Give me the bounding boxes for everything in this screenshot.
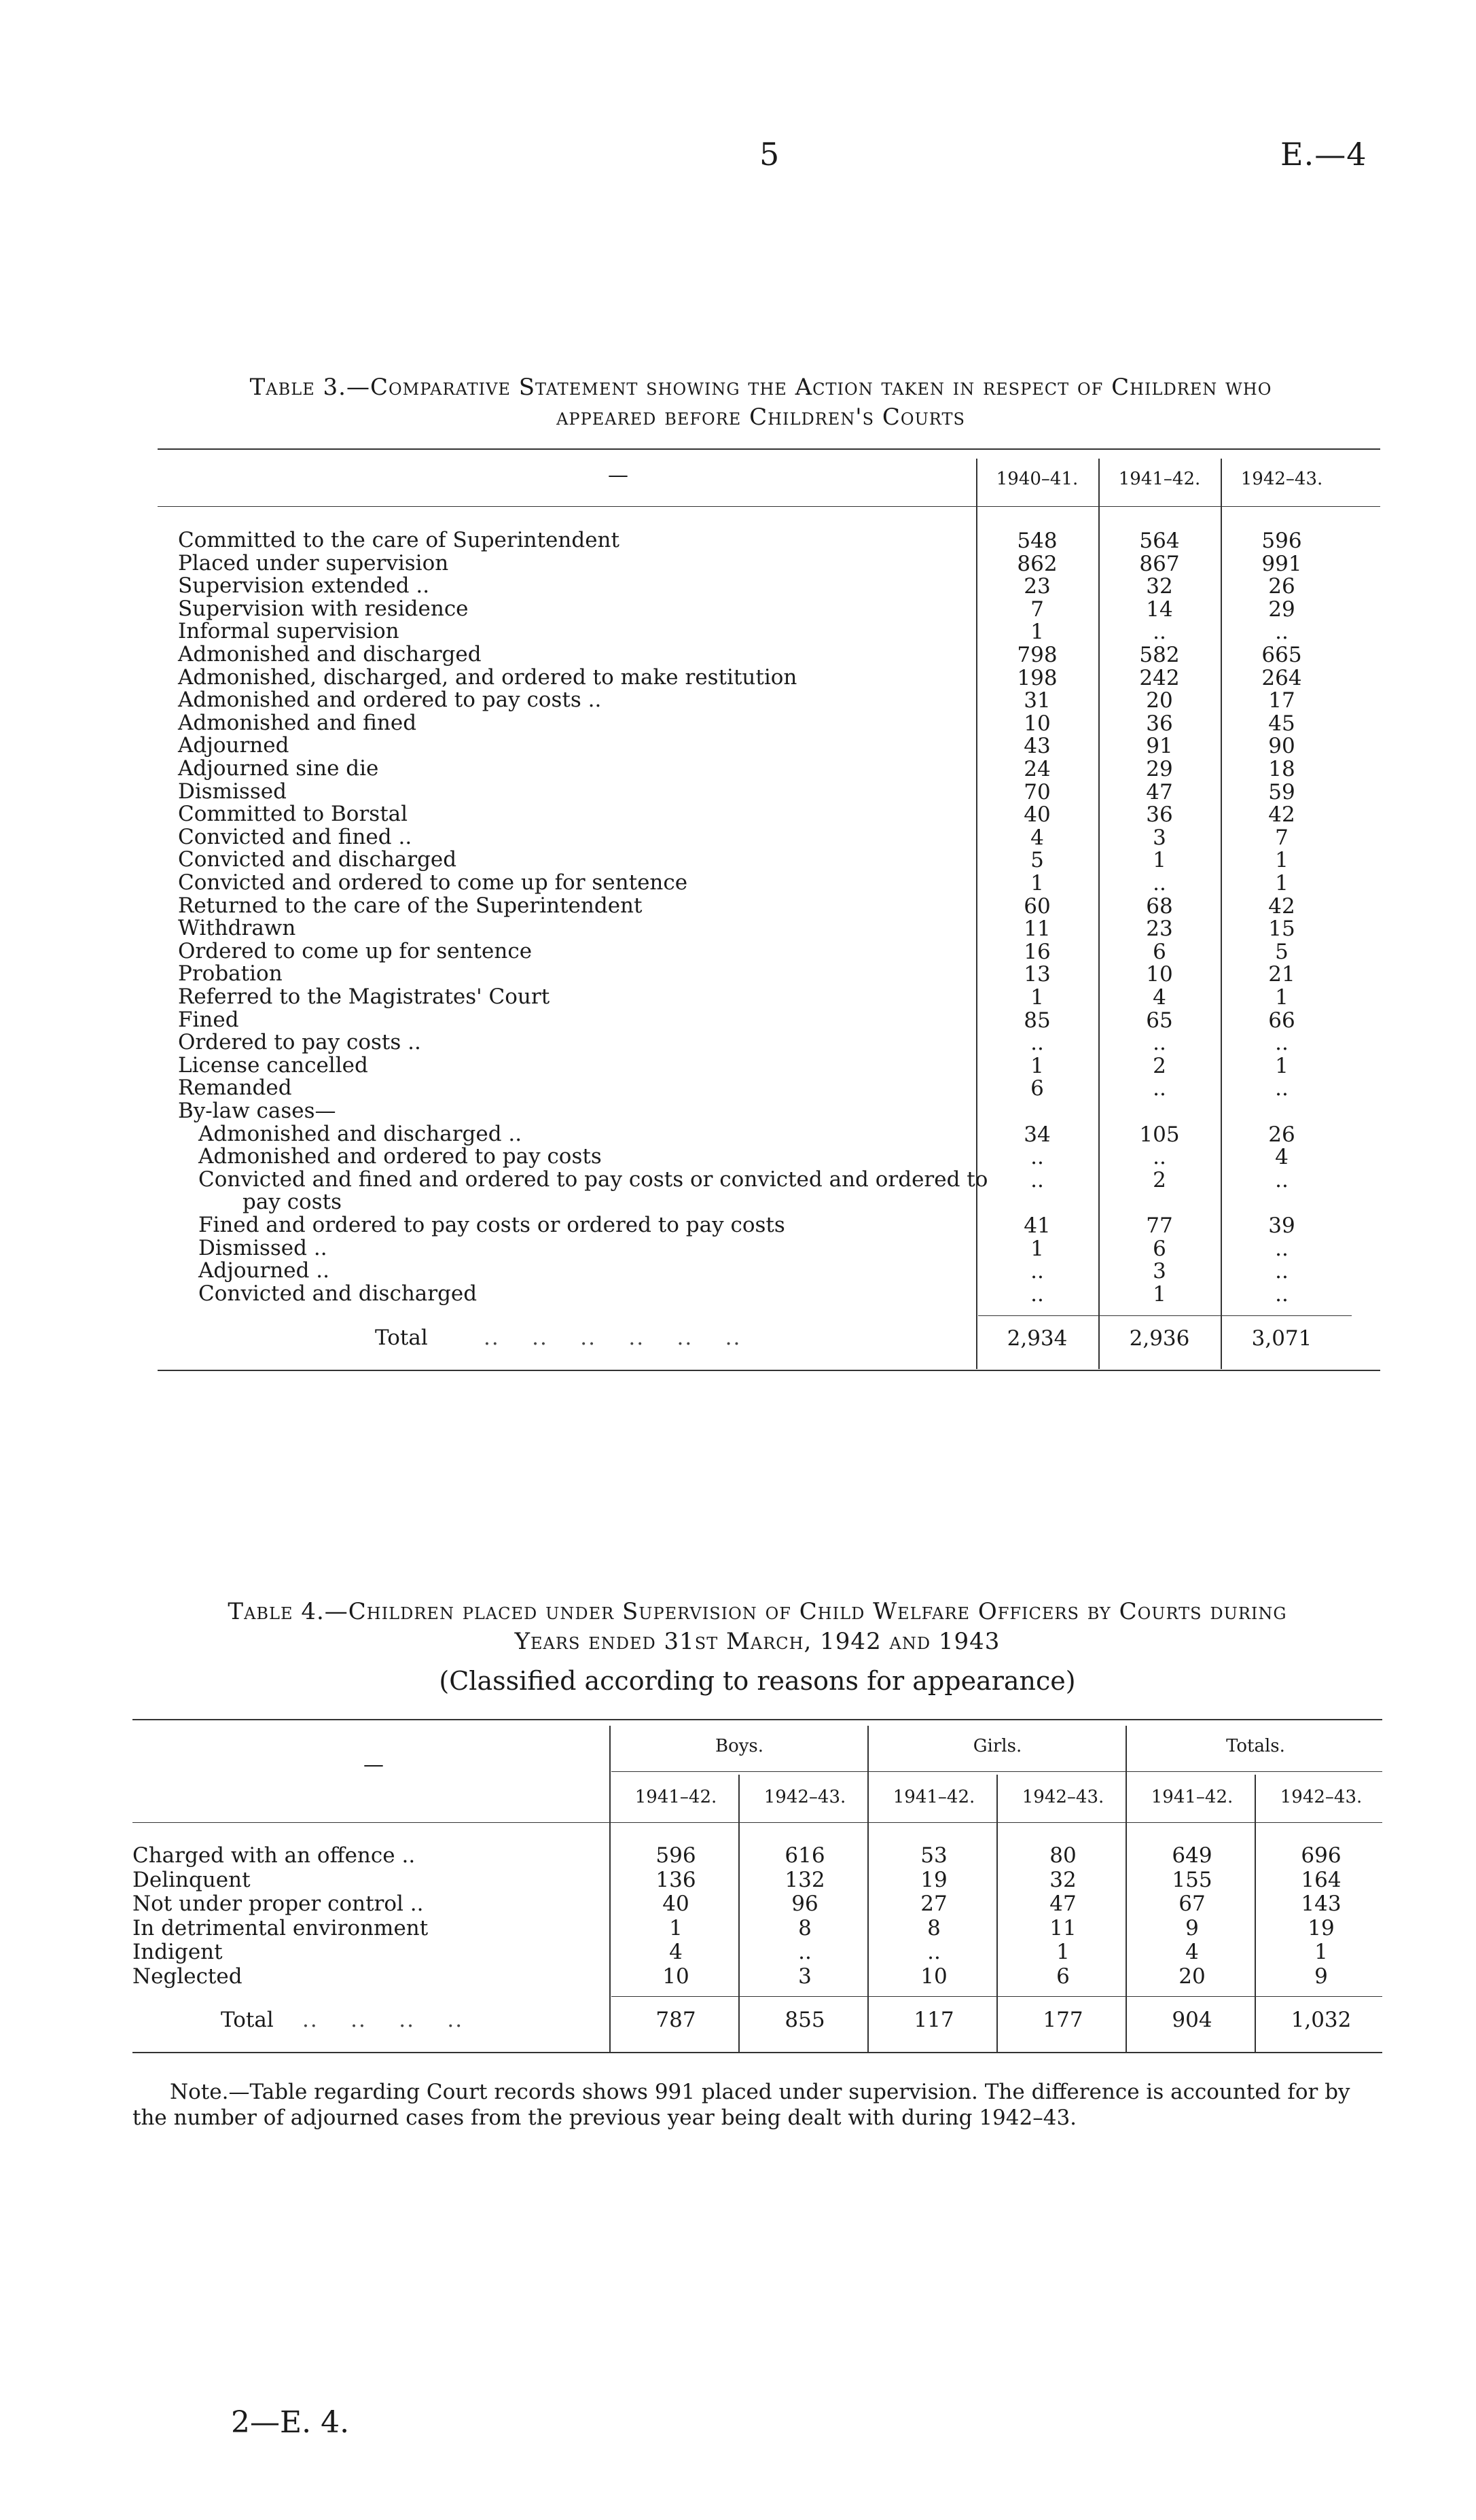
table4-year-header: 1941–42. xyxy=(634,1787,717,1807)
table3-cell: 45 xyxy=(1268,711,1295,736)
table3-row-label: Remanded xyxy=(178,1076,292,1100)
table4-row-label: Charged with an offence .. xyxy=(132,1843,416,1868)
table4-cell: 1 xyxy=(1314,1940,1328,1964)
table4-cell: 11 xyxy=(1049,1916,1077,1940)
table4-cell: 8 xyxy=(798,1916,812,1940)
table3-cell: 17 xyxy=(1268,688,1295,713)
table3-total-label: Total xyxy=(375,1326,428,1350)
table4-row xyxy=(132,1940,223,1964)
table3-cell: 43 xyxy=(1024,734,1051,758)
table4-total-value: 117 xyxy=(914,2008,954,2032)
table3-row-label: Ordered to come up for sentence xyxy=(178,939,533,963)
table3-row-label: Convicted and fined .. xyxy=(178,825,412,849)
table3-cell: .. xyxy=(1275,1076,1289,1101)
table3-row-label: Supervision with residence xyxy=(178,597,469,621)
table3-row-label: License cancelled xyxy=(178,1053,368,1078)
table3-cell: 68 xyxy=(1146,894,1173,919)
table3-cell: 24 xyxy=(1024,757,1051,781)
table3-cell: 105 xyxy=(1139,1122,1180,1147)
table3-cell: 1 xyxy=(1275,848,1289,872)
table3-row-label: Admonished, discharged, and ordered to make restitution xyxy=(178,665,797,690)
table3-row-label: Informal supervision xyxy=(178,619,399,643)
table3-cell: 1 xyxy=(1275,1054,1289,1078)
table3-cell: 16 xyxy=(1024,940,1051,964)
table4-cell: 96 xyxy=(791,1892,818,1916)
table4-cell: 3 xyxy=(798,1964,812,1989)
table4-row-label: In detrimental environment xyxy=(132,1916,429,1940)
table4-top-rule xyxy=(132,1719,1382,1720)
table3-header-rule xyxy=(158,506,1380,507)
table3-cell: 1 xyxy=(1030,620,1044,644)
table3-row-label: Admonished and discharged .. xyxy=(198,1122,522,1146)
table3-cell: .. xyxy=(1030,1282,1044,1307)
table3-title-line2: appeared before Children's Courts xyxy=(556,404,965,431)
table3-cell: 10 xyxy=(1146,962,1173,987)
table3-cell: 15 xyxy=(1268,917,1295,941)
table3-cell: 70 xyxy=(1024,780,1051,804)
table3-cell: 264 xyxy=(1261,666,1302,690)
table3-cell: 36 xyxy=(1146,711,1173,736)
table3-cell: .. xyxy=(1275,1282,1289,1307)
table3-cell: 10 xyxy=(1024,711,1051,736)
table4-cell: 696 xyxy=(1301,1843,1342,1868)
table4-cell: 4 xyxy=(1185,1940,1199,1964)
table3-row-label: Adjourned sine die xyxy=(178,756,379,781)
table4-group-girls: Girls. xyxy=(973,1736,1022,1756)
table3-cell: 90 xyxy=(1268,734,1295,758)
table4-total-value: 177 xyxy=(1043,2008,1083,2032)
table4-total-value: 904 xyxy=(1172,2008,1212,2032)
table3-cell: 1 xyxy=(1030,871,1044,895)
table3-row-label: Convicted and fined and ordered to pay costs or convicted and ordered to xyxy=(198,1167,988,1192)
table3-col-divider xyxy=(1221,459,1222,1369)
table3-total-value: 3,071 xyxy=(1251,1326,1312,1351)
table3-row-label: Referred to the Magistrates' Court xyxy=(178,984,550,1009)
table3-row-label: Fined xyxy=(178,1008,239,1032)
table3-row-label: Fined and ordered to pay costs or ordered to pay costs xyxy=(198,1213,785,1237)
table4-row-label: Delinquent xyxy=(132,1868,251,1892)
table4-cell: 1 xyxy=(1056,1940,1070,1964)
table3-cell: .. xyxy=(1275,1168,1289,1192)
table3-cell: 1 xyxy=(1153,848,1166,872)
table4-row xyxy=(132,1964,242,1989)
table3-cell: 36 xyxy=(1146,802,1173,827)
table3-top-rule xyxy=(158,448,1380,450)
table4-year-header: 1941–42. xyxy=(893,1787,975,1807)
table3-cell: 4 xyxy=(1153,985,1166,1010)
table3-cell: 862 xyxy=(1017,552,1058,576)
table3-row-label: Placed under supervision xyxy=(178,551,449,575)
table4-col-divider xyxy=(609,1726,611,2052)
table3-row-label: Admonished and ordered to pay costs .. xyxy=(178,688,602,712)
table4-col-divider xyxy=(738,1775,740,2052)
table4-cell: 8 xyxy=(927,1916,941,1940)
table4-row-label: Not under proper control .. xyxy=(132,1892,424,1916)
table3-cell: 6 xyxy=(1153,1237,1166,1261)
table4-col-divider xyxy=(1255,1775,1256,2052)
table4-cell: 649 xyxy=(1172,1843,1212,1868)
table4-cell: 616 xyxy=(785,1843,825,1868)
table3-cell: 34 xyxy=(1024,1122,1051,1147)
table4-cell: 67 xyxy=(1178,1892,1206,1916)
table4-cell: 40 xyxy=(662,1892,689,1916)
table3-cell: 6 xyxy=(1153,940,1166,964)
table3-cell: .. xyxy=(1030,1145,1044,1169)
table3-cell: 59 xyxy=(1268,780,1295,804)
table3-cell: 32 xyxy=(1146,574,1173,599)
table4-subtitle: (Classified according to reasons for appearance) xyxy=(439,1666,1076,1696)
table4-total-value: 787 xyxy=(655,2008,696,2032)
table3-row-label: By-law cases— xyxy=(178,1099,336,1123)
table3-cell: 23 xyxy=(1024,574,1051,599)
table3-cell: 548 xyxy=(1017,529,1058,553)
table3-cell: .. xyxy=(1275,1259,1289,1283)
table3-cell: 26 xyxy=(1268,1122,1295,1147)
table4-cell: 155 xyxy=(1172,1868,1212,1892)
table3-cell: 242 xyxy=(1139,666,1180,690)
table3-cell: 20 xyxy=(1146,688,1173,713)
table3-total-rule xyxy=(978,1315,1352,1316)
table4-cell: 6 xyxy=(1056,1964,1070,1989)
table4-cell: 1 xyxy=(669,1916,683,1940)
table3-cell: .. xyxy=(1153,620,1166,644)
table4-row xyxy=(132,1916,428,1940)
table4-stub-header: — xyxy=(363,1753,384,1777)
table3-row-label: Committed to Borstal xyxy=(178,802,408,826)
table3-row-label: Committed to the care of Superintendent xyxy=(178,528,619,552)
page-number: 5 xyxy=(759,136,780,173)
table3-cell: 198 xyxy=(1017,666,1058,690)
table3-cell: 60 xyxy=(1024,894,1051,919)
table3-cell: 85 xyxy=(1024,1008,1051,1033)
table3-cell: .. xyxy=(1275,1031,1289,1055)
table3-row-label: Convicted and discharged xyxy=(198,1281,478,1306)
table3-cell: 867 xyxy=(1139,552,1180,576)
table4-total-value: 855 xyxy=(785,2008,825,2032)
table3-cell: 1 xyxy=(1030,1237,1044,1261)
table4-cell: .. xyxy=(798,1940,812,1964)
table3-row-label: Adjourned xyxy=(178,733,289,758)
table3-year-header: 1942–43. xyxy=(1240,469,1323,489)
table3-row-label: Admonished and ordered to pay costs xyxy=(198,1144,602,1169)
table4-cell: 10 xyxy=(920,1964,948,1989)
table3-cell: 4 xyxy=(1275,1145,1289,1169)
table3-cell: 18 xyxy=(1268,757,1295,781)
table4-cell: 9 xyxy=(1185,1916,1199,1940)
table3-cell: 798 xyxy=(1017,643,1058,667)
document-reference: E.—4 xyxy=(1280,136,1367,173)
table3-cell: 3 xyxy=(1153,826,1166,850)
table3-cell: 13 xyxy=(1024,962,1051,987)
table4-cell: 19 xyxy=(920,1868,948,1892)
table-note: Note.—Table regarding Court records shows 991 placed under supervision. The difference is accounted for by the number of adjourned cases from the previous year being dealt with during 1942–43. xyxy=(132,2080,1350,2130)
table3-cell: 2 xyxy=(1153,1054,1166,1078)
table3-cell: .. xyxy=(1153,1076,1166,1101)
table3-row-label: Ordered to pay costs .. xyxy=(178,1030,421,1054)
table3-row-label: Returned to the care of the Superintendent xyxy=(178,893,643,918)
table3-cell: .. xyxy=(1275,1237,1289,1261)
table4-col-divider xyxy=(1126,1726,1127,2052)
table3-cell: .. xyxy=(1153,1031,1166,1055)
table3-cell: 4 xyxy=(1030,826,1044,850)
table3-cell: 582 xyxy=(1139,643,1180,667)
table4-row xyxy=(132,1843,415,1868)
footer-signature: 2—E. 4. xyxy=(231,2405,350,2440)
table3-cell: 5 xyxy=(1275,940,1289,964)
table3-cell: 40 xyxy=(1024,802,1051,827)
table3-cell: 29 xyxy=(1146,757,1173,781)
table3-cell: 1 xyxy=(1275,871,1289,895)
table3-cell: 1 xyxy=(1153,1282,1166,1307)
table4-cell: 9 xyxy=(1314,1964,1328,1989)
table3-cell: .. xyxy=(1030,1168,1044,1192)
table4-row xyxy=(132,1892,424,1916)
table4-year-header: 1942–43. xyxy=(763,1787,846,1807)
table3-title-line1: Table 3.—Comparative Statement showing the Action taken in respect of Children who xyxy=(249,374,1272,401)
table3-row-label: Admonished and discharged xyxy=(178,642,482,667)
table3-row-label: Convicted and discharged xyxy=(178,847,457,872)
table3-total-value: 2,934 xyxy=(1007,1326,1068,1351)
table3-row-label: Adjourned .. xyxy=(198,1258,330,1283)
table4-total-label: Total xyxy=(221,2008,274,2032)
table4-group-totals: Totals. xyxy=(1226,1736,1285,1756)
table4-cell: 53 xyxy=(920,1843,948,1868)
table4-row-label: Neglected xyxy=(132,1964,242,1989)
table4-row xyxy=(132,1868,251,1892)
table3-year-header: 1941–42. xyxy=(1118,469,1201,489)
table4-title-line1: Table 4.—Children placed under Supervision of Child Welfare Officers by Courts during xyxy=(228,1598,1287,1625)
table4-cell: 20 xyxy=(1178,1964,1206,1989)
table4-cell: 10 xyxy=(662,1964,689,1989)
table3-cell: 41 xyxy=(1024,1213,1051,1238)
table3-bottom-rule xyxy=(158,1370,1380,1371)
table3-cell: 66 xyxy=(1268,1008,1295,1033)
table3-cell: 26 xyxy=(1268,574,1295,599)
table3-col-divider xyxy=(976,459,977,1369)
table4-cell: 80 xyxy=(1049,1843,1077,1868)
table3-cell: 991 xyxy=(1261,552,1302,576)
table4-row-label: Indigent xyxy=(132,1940,223,1964)
table3-cell: 665 xyxy=(1261,643,1302,667)
table3-row-label: Dismissed xyxy=(178,779,287,804)
table3-total-value: 2,936 xyxy=(1129,1326,1190,1351)
table4-year-header: 1942–43. xyxy=(1022,1787,1104,1807)
table4-year-header: 1941–42. xyxy=(1151,1787,1234,1807)
table4-title-line2: Years ended 31st March, 1942 and 1943 xyxy=(514,1628,1001,1655)
table3-cell: 1 xyxy=(1030,1054,1044,1078)
table3-cell: 14 xyxy=(1146,597,1173,622)
table4-col-divider xyxy=(867,1726,869,2052)
table3-cell: 2 xyxy=(1153,1168,1166,1192)
table3-cell: 47 xyxy=(1146,780,1173,804)
table3-cell: .. xyxy=(1030,1259,1044,1283)
table4-cell: 4 xyxy=(669,1940,683,1964)
table3-row-label: Dismissed .. xyxy=(198,1236,327,1260)
table3-cell: 564 xyxy=(1139,529,1180,553)
table3-cell: 1 xyxy=(1030,985,1044,1010)
table3-cell: .. xyxy=(1275,620,1289,644)
table3-row-label: Withdrawn xyxy=(178,916,296,940)
table4-group-rule xyxy=(611,1771,1382,1772)
table3-cell: 6 xyxy=(1030,1076,1044,1101)
table4-cell: 132 xyxy=(785,1868,825,1892)
table4-col-divider xyxy=(996,1775,998,2052)
table3-row-label: Supervision extended .. xyxy=(178,573,430,598)
table3-cell: 23 xyxy=(1146,917,1173,941)
table3-cell: 7 xyxy=(1030,597,1044,622)
table4-bottom-rule xyxy=(132,2052,1382,2053)
table3-cell: 77 xyxy=(1146,1213,1173,1238)
table4-cell: 143 xyxy=(1301,1892,1342,1916)
table4-group-boys: Boys. xyxy=(715,1736,764,1756)
table4-cell: 19 xyxy=(1308,1916,1335,1940)
table4-cell: 32 xyxy=(1049,1868,1077,1892)
table4-cell: 27 xyxy=(920,1892,948,1916)
table4-cell: 47 xyxy=(1049,1892,1077,1916)
table4-cell: 136 xyxy=(655,1868,696,1892)
table4-total-value: 1,032 xyxy=(1291,2008,1352,2032)
table3-cell: 65 xyxy=(1146,1008,1173,1033)
table4-header-rule xyxy=(132,1822,1382,1823)
table3-cell: 39 xyxy=(1268,1213,1295,1238)
table3-cell: 91 xyxy=(1146,734,1173,758)
table3-cell: 42 xyxy=(1268,802,1295,827)
table3-cell: 7 xyxy=(1275,826,1289,850)
table3-cell: .. xyxy=(1030,1031,1044,1055)
table3-cell: 5 xyxy=(1030,848,1044,872)
table3-cell: 11 xyxy=(1024,917,1051,941)
table4-year-header: 1942–43. xyxy=(1280,1787,1363,1807)
table3-row-label: pay costs xyxy=(242,1190,342,1214)
table4-cell: 596 xyxy=(655,1843,696,1868)
table3-row-label: Probation xyxy=(178,961,283,986)
table3-cell: .. xyxy=(1153,1145,1166,1169)
table3-cell: .. xyxy=(1153,871,1166,895)
table3-row-label: Convicted and ordered to come up for sentence xyxy=(178,870,688,895)
table3-stub-header: — xyxy=(608,463,628,487)
table3-row-label: Admonished and fined xyxy=(178,711,417,735)
table3-cell: 3 xyxy=(1153,1259,1166,1283)
table4-cell: .. xyxy=(927,1940,941,1964)
table3-year-header: 1940–41. xyxy=(996,469,1079,489)
table3-cell: 29 xyxy=(1268,597,1295,622)
table3-cell: 21 xyxy=(1268,962,1295,987)
table3-cell: 1 xyxy=(1275,985,1289,1010)
table3-cell: 31 xyxy=(1024,688,1051,713)
table3-cell: 596 xyxy=(1261,529,1302,553)
table3-cell: 42 xyxy=(1268,894,1295,919)
table4-cell: 164 xyxy=(1301,1868,1342,1892)
table3-col-divider xyxy=(1098,459,1100,1369)
